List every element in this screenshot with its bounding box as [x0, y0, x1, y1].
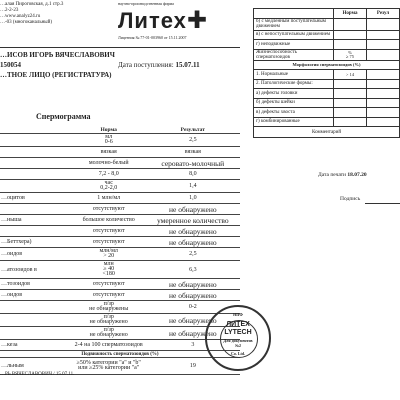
table-row — [0, 261, 240, 279]
morph-header-row — [254, 60, 400, 70]
result-cell: 0-2 — [146, 301, 240, 314]
table-row — [254, 30, 400, 40]
norm-line: отсутствуют — [92, 291, 125, 298]
norm-cell — [72, 314, 146, 327]
norm-cell — [72, 237, 146, 248]
morphology-table — [253, 8, 400, 138]
result-cell: 1,0 — [146, 193, 240, 204]
norm-cell — [72, 158, 146, 169]
param-cell: …Беттхера) — [0, 237, 72, 248]
param-cell — [0, 327, 72, 340]
section-title: Спермограмма — [36, 112, 91, 121]
norm-cell — [72, 290, 146, 301]
row-label: в) дефекты хвоста — [254, 108, 334, 118]
result-cell — [367, 89, 400, 99]
row-label: 2. Патологические формы: — [254, 79, 334, 89]
norm-cell — [72, 180, 146, 193]
result-cell — [367, 108, 400, 118]
footer-text: …РЬ ВЯЧЕСЛАВОВИЧ / 15.07.11. — [0, 372, 75, 377]
table-row — [0, 169, 240, 180]
stamp-brand: ЛИТЕХ — [226, 321, 250, 328]
table-header — [0, 126, 240, 134]
param-cell — [0, 314, 72, 327]
address-line: …www.analyz24.ru — [0, 14, 41, 19]
norm-cell — [72, 279, 146, 290]
param-cell — [0, 301, 72, 314]
address-line: …-03 (многоканальный) — [0, 20, 53, 25]
param-cell — [0, 169, 72, 180]
norm-cell — [334, 18, 367, 30]
param-cell: …льным — [0, 358, 72, 375]
result-cell — [367, 70, 400, 80]
param-cell — [0, 180, 72, 193]
param-cell — [0, 134, 72, 147]
right-table-header — [254, 9, 400, 19]
license-text: Лицензия № 77-01-003960 от 15.11.2007 — [118, 35, 187, 40]
result-cell — [367, 18, 400, 30]
table-row — [0, 340, 240, 351]
col-norm: Норма — [72, 126, 146, 134]
norm-line: 0-6 — [104, 139, 113, 145]
norm-line: п/зр — [103, 327, 114, 333]
row-label: Жизнеспособность сперматозоидов — [254, 49, 334, 60]
norm-line: молочно-белый — [88, 159, 129, 166]
comment-row — [254, 127, 400, 138]
param-cell: …кеза — [0, 340, 72, 351]
stamp-brand-latin: LYTECH — [224, 329, 252, 336]
norm-line: <180 — [102, 271, 115, 277]
norm-line: 1 млн/мл — [97, 194, 121, 201]
table-row — [254, 49, 400, 60]
norm-cell — [72, 261, 146, 279]
norm-line: не обнаружено — [89, 332, 128, 338]
header-divider — [0, 47, 240, 48]
motility-header: Подвижность сперматозоидов (%) — [0, 351, 240, 358]
table-row — [254, 98, 400, 108]
param-cell — [0, 204, 72, 215]
result-cell — [367, 117, 400, 127]
norm-cell — [334, 108, 367, 118]
row-label: б) с медленным поступательным движением — [254, 18, 334, 30]
table-row — [0, 193, 240, 204]
result-cell: 1,4 — [146, 180, 240, 193]
norm-cell — [334, 40, 367, 50]
received-label: Дата поступления: — [118, 61, 174, 69]
table-row — [0, 147, 240, 158]
table-row — [0, 279, 240, 290]
norm-line: 7,2 - 8,0 — [98, 170, 119, 177]
table-row — [254, 89, 400, 99]
param-cell — [0, 158, 72, 169]
row-label: а) дефекты головки — [254, 89, 334, 99]
result-cell — [367, 49, 400, 60]
norm-cell — [72, 215, 146, 226]
print-date-row — [318, 172, 367, 178]
norm-line: отсутствуют — [92, 238, 125, 245]
table-row — [0, 314, 240, 327]
logo-tagline: научно-производственная фирма — [118, 1, 174, 6]
norm-cell — [72, 301, 146, 314]
table-row — [0, 134, 240, 147]
company-stamp — [205, 305, 271, 371]
param-cell: …оцитов — [0, 193, 72, 204]
norm-line: вязкая — [100, 148, 117, 155]
result-cell: 2,5 — [146, 134, 240, 147]
norm-cell — [72, 204, 146, 215]
result-cell — [367, 79, 400, 89]
table-row — [254, 108, 400, 118]
row-label: в) с непоступательным движением — [254, 30, 334, 40]
norm-line: отсутствуют — [92, 205, 125, 212]
norm-line: час — [104, 180, 113, 186]
norm-cell — [72, 340, 146, 351]
stamp-line: Co. Ltd. — [230, 351, 246, 356]
row-label: г) неподвижные — [254, 40, 334, 50]
norm-line: п/зр — [103, 314, 114, 320]
table-row — [254, 117, 400, 127]
received-date-row — [118, 61, 200, 69]
col-label — [254, 9, 334, 19]
col-result: Результат — [146, 126, 240, 134]
received-date: 15.07.11 — [175, 61, 200, 69]
norm-line: п/зр — [103, 301, 114, 307]
result-cell: 8,0 — [146, 169, 240, 180]
norm-cell — [334, 79, 367, 89]
norm-line: ≥50% категории "a" и "b" — [76, 360, 141, 366]
spermogram-table — [0, 126, 240, 375]
row-label: г) комбинированные — [254, 117, 334, 127]
norm-cell — [72, 226, 146, 237]
param-cell — [0, 147, 72, 158]
patient-name: …ИСОВ ИГОРЬ ВЯЧЕСЛАВОВИЧ — [0, 51, 115, 59]
result-cell: не обнаружено — [146, 279, 240, 290]
row-label: б) дефекты шейки — [254, 98, 334, 108]
param-cell: …тозоидов — [0, 279, 72, 290]
param-cell: …оидов — [0, 290, 72, 301]
norm-cell — [72, 358, 146, 375]
norm-line: ≥ 40 — [103, 266, 115, 272]
result-cell — [367, 98, 400, 108]
norm-cell — [72, 327, 146, 340]
result-cell — [367, 40, 400, 50]
norm-line: отсутствуют — [92, 227, 125, 234]
stamp-top: НПФ — [233, 312, 243, 317]
norm-cell — [72, 147, 146, 158]
table-row — [254, 18, 400, 30]
norm-cell — [72, 248, 146, 261]
result-cell: умеренное количество — [146, 215, 240, 226]
result-cell: 19 — [146, 358, 240, 375]
signature-label: Подпись — [340, 196, 361, 202]
table-row — [0, 248, 240, 261]
address-block — [0, 2, 63, 26]
param-cell: …оидов — [0, 248, 72, 261]
col-norm: Норма — [334, 9, 367, 19]
result-cell: 2,5 — [146, 248, 240, 261]
stamp-line: Для документов — [223, 338, 253, 343]
param-cell — [0, 226, 72, 237]
norm-line: 0,2-2,0 — [100, 185, 118, 191]
table-row — [254, 70, 400, 80]
logo-text: Литех — [118, 8, 187, 33]
norm-cell — [72, 169, 146, 180]
norm-cell — [334, 98, 367, 108]
row-label: 1. Нормальные — [254, 70, 334, 80]
table-row — [0, 215, 240, 226]
param-cell: …ныша — [0, 215, 72, 226]
result-cell: не обнаружено — [146, 237, 240, 248]
norm-cell — [334, 89, 367, 99]
table-row — [0, 180, 240, 193]
norm-line: > 20 — [103, 253, 115, 259]
result-cell — [367, 30, 400, 40]
table-row — [0, 158, 240, 169]
table-row — [0, 204, 240, 215]
norm-cell — [72, 193, 146, 204]
table-row — [0, 237, 240, 248]
signature-line — [365, 203, 400, 204]
norm-line: не обнаружено — [89, 319, 128, 325]
table-row — [0, 290, 240, 301]
norm-line: мл — [105, 134, 113, 140]
comment-label: Комментарий — [254, 127, 400, 138]
table-row — [0, 327, 240, 340]
norm-line: большое количество — [82, 216, 135, 223]
result-cell: 6,3 — [146, 261, 240, 279]
table-row — [254, 40, 400, 50]
print-date-label: Дата печати — [318, 172, 346, 178]
address-line: …алая Пироговская, д.1 стр.3 — [0, 2, 64, 7]
result-cell: серовато-молочный — [146, 158, 240, 169]
result-cell: не обнаружено — [146, 290, 240, 301]
result-cell: не обнаружено — [146, 327, 240, 340]
result-cell: не обнаружено — [146, 204, 240, 215]
norm-line: млн/мл — [99, 248, 118, 254]
param-cell: …атозоидов в — [0, 261, 72, 279]
motility-header-row — [0, 351, 240, 358]
result-cell: не обнаружено — [146, 314, 240, 327]
table-row — [0, 226, 240, 237]
norm-line: или ≥25% категории "a" — [78, 365, 140, 371]
norm-cell: > 14 — [334, 70, 367, 80]
col-result: Резул — [367, 9, 400, 19]
norm-cell: % ≥ 75 — [334, 49, 367, 60]
norm-line: 2-4 на 100 сперматозоидов — [74, 341, 143, 348]
result-cell: не обнаружено — [146, 226, 240, 237]
company-logo — [118, 1, 207, 40]
result-cell: вязкая — [146, 147, 240, 158]
norm-line: отсутствуют — [92, 280, 125, 287]
patient-id: 150054 — [0, 61, 21, 69]
cross-icon: ✚ — [186, 7, 208, 34]
norm-cell — [72, 134, 146, 147]
norm-line: не обнаружены — [89, 306, 129, 312]
morph-header: Морфология сперматозоидов (%) — [254, 60, 400, 70]
payer: …ТНОЕ ЛИЦО (РЕГИСТРАТУРА) — [0, 71, 112, 79]
address-line: …2-2-23 — [0, 8, 19, 13]
norm-cell — [334, 117, 367, 127]
table-row — [254, 79, 400, 89]
stamp-line: №2 — [234, 343, 242, 348]
print-date: 18.07.20 — [347, 172, 367, 178]
norm-line: млн — [103, 261, 114, 267]
table-row — [0, 301, 240, 314]
result-cell: 3 — [146, 340, 240, 351]
norm-cell — [334, 30, 367, 40]
col-param — [0, 126, 72, 134]
